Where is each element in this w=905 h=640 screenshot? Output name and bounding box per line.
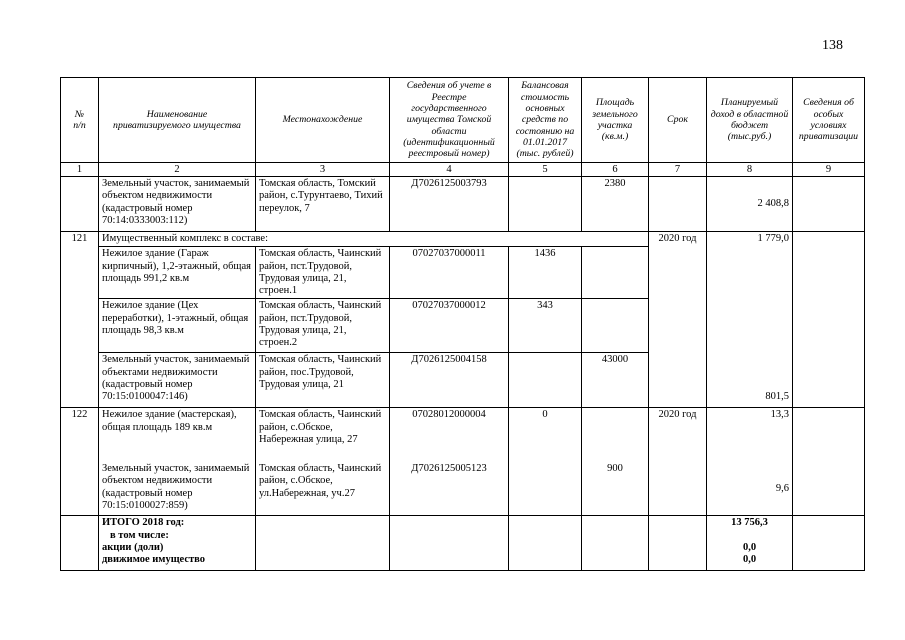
table-row [61, 177, 865, 232]
totals-shares-value: 0,0 [742, 542, 757, 554]
totals-row [61, 516, 865, 571]
planned-income: 2 408,8 [707, 177, 793, 232]
property-name: Нежилое здание (Гараж кирпичный), 1,2-этажный, общая площадь 991,2 кв.м [99, 247, 256, 299]
land-area: 900 [582, 462, 649, 516]
col-number: 7 [649, 163, 707, 177]
property-name: Земельный участок, занимаемый объектами недвижимости (кадастровый номер 70:15:0100047:146) [99, 353, 256, 408]
header-name: Наименование приватизируемого имущества [99, 78, 256, 163]
property-location: Томская область, Чаинский район, пст.Трудовой, Трудовая улица, 21, строен.1 [256, 247, 390, 299]
item-number: 122 [61, 408, 99, 516]
item-number: 121 [61, 232, 99, 408]
property-location: Томская область, Чаинский район, с.Обское, ул.Набережная, уч.27 [256, 462, 390, 516]
property-location: Томская область, Чаинский район, с.Обское, Набережная улица, 27 [256, 408, 390, 462]
header-conditions: Сведения об особых условиях приватизации [793, 78, 865, 163]
totals-shares-label: акции (доли) [102, 542, 164, 554]
col-number: 9 [793, 163, 865, 177]
col-number: 1 [61, 163, 99, 177]
col-number: 5 [509, 163, 582, 177]
planned-income: 1 779,0 [707, 232, 793, 247]
property-location: Томская область, Чаинский район, пос.Трудовой, Трудовая улица, 21 [256, 353, 390, 408]
table-row [61, 353, 865, 408]
totals-movable-label: движимое имущество [102, 554, 206, 566]
property-location: Томская область, Томский район, с.Турунтаево, Тихий переулок, 7 [256, 177, 390, 232]
header-location: Местонахождение [256, 78, 390, 163]
registry-number: 07027037000011 [390, 247, 509, 299]
property-name: Земельный участок, занимаемый объектом недвижимости (кадастровый номер 70:14:0333003:112) [99, 177, 256, 232]
planned-income: 801,5 [707, 353, 793, 408]
property-name: Нежилое здание (мастерская), общая площадь 189 кв.м [99, 408, 256, 462]
totals-including: в том числе: [110, 529, 169, 541]
registry-number: Д7026125004158 [390, 353, 509, 408]
registry-number: Д7026125005123 [390, 462, 509, 516]
header-num: № п/п [61, 78, 99, 163]
registry-number: 07027037000012 [390, 299, 509, 353]
header-term: Срок [649, 78, 707, 163]
balance-value: 0 [509, 408, 582, 462]
page-number: 138 [822, 38, 843, 53]
table-row [61, 462, 865, 516]
totals-value: 13 756,3 [731, 517, 768, 529]
column-number-row [61, 163, 865, 177]
complex-title: Имущественный комплекс в составе: [99, 232, 649, 247]
planned-income: 13,3 [707, 408, 793, 462]
header-row [61, 78, 865, 163]
property-location: Томская область, Чаинский район, пст.Трудовой, Трудовая улица, 21, строен.2 [256, 299, 390, 353]
balance-value: 343 [509, 299, 582, 353]
land-area: 43000 [582, 353, 649, 408]
col-number: 8 [707, 163, 793, 177]
table-row [61, 247, 865, 299]
col-number: 4 [390, 163, 509, 177]
totals-label: ИТОГО 2018 год: [102, 517, 185, 529]
table-row [61, 408, 865, 462]
balance-value: 1436 [509, 247, 582, 299]
privatization-table [60, 77, 865, 571]
planned-income: 9,6 [707, 462, 793, 516]
header-income: Планируемый доход в областной бюджет (тыс.руб.) [707, 78, 793, 163]
header-balance: Балансовая стоимость основных средств по состоянию на 01.01.2017 (тыс. рублей) [509, 78, 582, 163]
registry-number: Д7026125003793 [390, 177, 509, 232]
totals-movable-value: 0,0 [742, 554, 757, 566]
term: 2020 год [649, 232, 707, 408]
registry-number: 07028012000004 [390, 408, 509, 462]
header-registry: Сведения об учете в Реестре государственного имущества Томской области (идентификационный реестровый номер) [390, 78, 509, 163]
table-row [61, 232, 865, 247]
header-area: Площадь земельного участка (кв.м.) [582, 78, 649, 163]
col-number: 2 [99, 163, 256, 177]
property-name: Земельный участок, занимаемый объектом недвижимости (кадастровый номер 70:15:0100027:859) [99, 462, 256, 516]
col-number: 3 [256, 163, 390, 177]
property-name: Нежилое здание (Цех переработки), 1-этажный, общая площадь 98,3 кв.м [99, 299, 256, 353]
land-area: 2380 [582, 177, 649, 232]
col-number: 6 [582, 163, 649, 177]
term: 2020 год [649, 408, 707, 462]
